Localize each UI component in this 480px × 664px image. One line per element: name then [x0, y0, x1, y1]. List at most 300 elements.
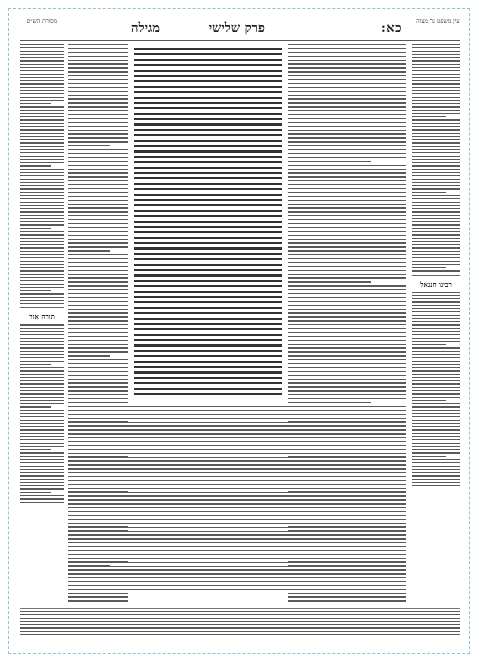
text-line: [68, 235, 128, 236]
text-line: [68, 460, 406, 461]
text-line: [20, 215, 64, 216]
rabbeinu-chananel-label: רבינו חננאל: [420, 279, 452, 289]
text-line: [68, 312, 128, 313]
text-line: [20, 100, 64, 101]
text-line: [412, 387, 460, 388]
text-line: [68, 102, 128, 103]
text-line: [20, 420, 64, 421]
text-line: [68, 492, 406, 493]
text-line: [20, 231, 64, 232]
text-line: [288, 110, 406, 111]
text-line: [288, 207, 406, 208]
text-line: [134, 318, 282, 320]
text-line: [68, 433, 406, 434]
text-line: [68, 63, 128, 64]
text-line: [134, 334, 282, 336]
text-line: [412, 106, 460, 107]
text-line: [68, 211, 128, 212]
text-line: [412, 308, 460, 309]
text-line: [134, 177, 282, 179]
text-line: [68, 542, 406, 543]
text-line: [20, 297, 64, 298]
text-line: [134, 237, 282, 239]
text-line: [20, 621, 460, 622]
text-line: [134, 102, 282, 104]
text-line: [20, 80, 64, 81]
text-line: [134, 145, 282, 147]
text-line: [412, 47, 460, 48]
text-line: [68, 382, 128, 383]
text-line: [412, 456, 446, 457]
text-line: [288, 312, 406, 313]
text-line: [68, 546, 406, 547]
text-line: [288, 114, 406, 115]
text-line: [20, 502, 64, 503]
text-line: [412, 433, 460, 434]
text-line: [412, 185, 460, 186]
text-line: [68, 375, 128, 376]
text-line: [412, 87, 460, 88]
text-line: [68, 398, 128, 399]
text-line: [288, 235, 406, 236]
torah-or-box: [20, 307, 64, 502]
text-line: [68, 44, 128, 45]
text-line: [412, 74, 460, 75]
text-line: [68, 425, 406, 426]
text-line: [20, 344, 64, 345]
text-line: [288, 398, 406, 399]
lower-commentary-block: [68, 406, 406, 602]
text-line: [68, 480, 406, 481]
text-line: [20, 97, 64, 98]
text-line: [288, 309, 406, 310]
rabbeinu-chananel-box: [412, 275, 460, 487]
text-line: [68, 569, 406, 570]
text-line: [20, 423, 64, 424]
text-line: [20, 374, 64, 375]
text-line: [20, 251, 64, 252]
text-line: [412, 410, 460, 411]
text-line: [412, 251, 460, 252]
text-line: [68, 79, 128, 80]
text-line: [68, 266, 128, 267]
text-line: [134, 80, 282, 82]
text-line: [68, 464, 406, 465]
text-line: [20, 383, 64, 384]
text-line: [68, 320, 128, 321]
text-line: [134, 107, 282, 109]
text-line: [412, 261, 460, 262]
text-line: [412, 215, 460, 216]
text-line: [412, 83, 460, 84]
text-line: [288, 297, 406, 298]
text-line: [20, 254, 64, 255]
text-line: [134, 86, 282, 88]
text-line: [412, 377, 460, 378]
text-line: [20, 627, 460, 628]
text-line: [20, 156, 64, 157]
text-line: [20, 116, 64, 117]
text-line: [288, 347, 406, 348]
text-line: [288, 153, 406, 154]
text-line: [20, 202, 64, 203]
text-line: [20, 351, 64, 352]
text-line: [68, 558, 406, 559]
text-line: [412, 439, 460, 440]
text-line: [20, 634, 460, 635]
text-line: [134, 258, 282, 260]
text-line: [20, 106, 64, 107]
text-line: [134, 371, 282, 373]
page-header: [20, 18, 460, 40]
text-line: [412, 443, 460, 444]
text-line: [68, 503, 406, 504]
text-line: [68, 153, 128, 154]
text-line: [20, 47, 64, 48]
text-line: [412, 374, 460, 375]
text-line: [68, 363, 128, 364]
text-line: [412, 67, 460, 68]
text-line: [68, 309, 128, 310]
text-line: [288, 379, 406, 380]
text-line: [134, 129, 282, 131]
text-line: [412, 211, 460, 212]
text-line: [412, 383, 460, 384]
text-line: [134, 118, 282, 120]
text-line: [68, 328, 128, 329]
text-line: [412, 393, 460, 394]
text-line: [20, 270, 64, 271]
text-line: [20, 185, 64, 186]
text-line: [20, 142, 64, 143]
text-line: [20, 277, 64, 278]
text-line: [134, 210, 282, 212]
text-line: [412, 446, 460, 447]
text-line: [412, 182, 460, 183]
text-line: [20, 280, 64, 281]
text-line: [288, 157, 406, 158]
text-line: [68, 126, 128, 127]
text-line: [20, 139, 64, 140]
text-line: [20, 367, 64, 368]
text-line: [412, 188, 460, 189]
text-line: [68, 56, 128, 57]
text-line: [20, 146, 64, 147]
footnotes-text: [20, 611, 460, 635]
text-line: [68, 184, 128, 185]
text-line: [68, 554, 406, 555]
text-line: [20, 611, 460, 612]
text-line: [20, 449, 51, 450]
text-line: [68, 566, 406, 567]
text-line: [134, 53, 282, 55]
text-line: [288, 67, 406, 68]
text-line: [288, 145, 406, 146]
text-line: [20, 119, 64, 120]
text-line: [134, 97, 282, 99]
text-line: [134, 264, 282, 266]
text-line: [134, 312, 282, 314]
text-line: [412, 60, 460, 61]
text-line: [68, 141, 128, 142]
text-line: [134, 123, 282, 125]
text-line: [20, 267, 64, 268]
text-line: [134, 291, 282, 293]
text-line: [68, 550, 406, 551]
text-line: [134, 350, 282, 352]
text-line: [68, 188, 128, 189]
text-line: [288, 95, 406, 96]
text-line: [68, 394, 128, 395]
text-line: [288, 200, 406, 201]
text-line: [412, 449, 460, 450]
text-line: [20, 284, 64, 285]
torah-or-text: [20, 324, 64, 502]
gemara-text: [134, 48, 282, 395]
text-line: [134, 361, 282, 363]
text-line: [20, 208, 64, 209]
text-line: [68, 169, 128, 170]
text-line: [68, 75, 128, 76]
text-line: [134, 70, 282, 72]
text-line: [68, 114, 128, 115]
text-line: [134, 221, 282, 223]
text-line: [412, 347, 460, 348]
text-line: [412, 420, 460, 421]
text-line: [134, 269, 282, 271]
text-line: [412, 241, 460, 242]
text-line: [412, 119, 460, 120]
text-line: [134, 355, 282, 357]
text-line: [412, 149, 460, 150]
text-line: [68, 449, 406, 450]
text-line: [68, 207, 128, 208]
text-line: [412, 116, 446, 117]
text-line: [68, 472, 406, 473]
text-line: [20, 614, 460, 615]
text-line: [412, 126, 460, 127]
text-line: [412, 351, 460, 352]
header-rule: [20, 40, 460, 41]
text-line: [68, 324, 128, 325]
text-line: [68, 192, 128, 193]
text-line: [134, 48, 282, 50]
text-line: [288, 192, 406, 193]
text-line: [412, 426, 460, 427]
ein-mishpat-heading: עין משפט נר מצוה: [416, 18, 460, 25]
text-line: [68, 176, 128, 177]
text-line: [412, 152, 460, 153]
text-line: [68, 254, 128, 255]
text-line: [20, 413, 64, 414]
text-line: [412, 218, 460, 219]
text-line: [20, 83, 64, 84]
text-line: [412, 162, 460, 163]
text-line: [412, 139, 460, 140]
text-line: [20, 498, 64, 499]
tractate-title: מגילה: [131, 21, 160, 36]
text-line: [412, 270, 460, 271]
text-line: [134, 172, 282, 174]
text-line: [68, 250, 110, 251]
text-line: [412, 403, 460, 404]
text-line: [412, 305, 460, 306]
text-line: [20, 211, 64, 212]
text-line: [134, 204, 282, 206]
text-line: [412, 228, 460, 229]
text-line: [288, 161, 371, 162]
text-line: [288, 169, 406, 170]
text-line: [68, 453, 406, 454]
text-line: [412, 462, 460, 463]
text-line: [20, 67, 64, 68]
text-line: [288, 305, 406, 306]
text-line: [412, 416, 460, 417]
text-line: [412, 311, 460, 312]
text-line: [68, 585, 406, 586]
text-line: [68, 437, 406, 438]
text-line: [68, 523, 406, 524]
text-line: [68, 60, 128, 61]
text-line: [288, 223, 406, 224]
text-line: [412, 70, 460, 71]
text-line: [68, 457, 406, 458]
text-line: [68, 149, 128, 150]
text-line: [412, 234, 460, 235]
text-line: [20, 324, 64, 325]
text-line: [20, 195, 64, 196]
text-line: [288, 316, 406, 317]
text-line: [68, 507, 406, 508]
text-line: [68, 270, 128, 271]
text-line: [288, 246, 406, 247]
text-line: [20, 433, 64, 434]
text-line: [288, 122, 406, 123]
left-margin-column: [20, 44, 64, 604]
text-line: [288, 242, 406, 243]
text-line: [288, 239, 406, 240]
text-line: [20, 136, 64, 137]
text-line: [68, 87, 128, 88]
text-line: [412, 172, 460, 173]
text-line: [412, 429, 460, 430]
text-line: [412, 267, 446, 268]
text-line: [288, 394, 406, 395]
text-line: [20, 410, 64, 411]
text-line: [68, 196, 128, 197]
text-line: [20, 347, 64, 348]
text-line: [20, 466, 64, 467]
text-line: [68, 347, 128, 348]
text-line: [20, 60, 64, 61]
text-line: [134, 323, 282, 325]
text-line: [288, 211, 406, 212]
text-line: [412, 357, 460, 358]
text-line: [412, 90, 460, 91]
text-line: [68, 289, 128, 290]
text-line: [68, 499, 406, 500]
text-line: [288, 367, 406, 368]
text-line: [134, 393, 282, 395]
text-line: [288, 402, 371, 403]
text-line: [68, 538, 406, 539]
text-line: [20, 169, 64, 170]
text-line: [134, 215, 282, 217]
text-line: [20, 439, 64, 440]
text-line: [20, 264, 64, 265]
text-line: [134, 307, 282, 309]
text-line: [412, 367, 460, 368]
text-line: [288, 340, 406, 341]
text-line: [288, 386, 406, 387]
text-line: [412, 142, 460, 143]
text-line: [20, 328, 64, 329]
text-line: [20, 469, 64, 470]
text-line: [20, 462, 64, 463]
torah-or-label: תורה אור: [29, 312, 55, 322]
text-line: [20, 77, 64, 78]
text-line: [412, 54, 460, 55]
text-line: [134, 161, 282, 163]
text-line: [20, 44, 64, 45]
text-line: [68, 274, 128, 275]
text-line: [68, 406, 406, 407]
text-line: [68, 262, 128, 263]
text-line: [20, 303, 64, 304]
text-line: [68, 227, 128, 228]
text-line: [412, 301, 460, 302]
text-line: [412, 390, 460, 391]
text-line: [20, 436, 64, 437]
text-line: [68, 414, 406, 415]
text-line: [20, 188, 64, 189]
text-line: [288, 133, 406, 134]
text-line: [412, 318, 460, 319]
text-line: [134, 242, 282, 244]
text-line: [20, 495, 64, 496]
text-line: [412, 361, 460, 362]
text-line: [412, 44, 460, 45]
text-line: [412, 459, 460, 460]
text-line: [20, 228, 51, 229]
text-line: [412, 136, 460, 137]
text-line: [412, 397, 460, 398]
text-line: [68, 219, 128, 220]
text-line: [412, 244, 460, 245]
masoret-text: [20, 44, 64, 304]
text-line: [288, 91, 406, 92]
text-line: [68, 573, 406, 574]
text-line: [412, 254, 460, 255]
text-line: [68, 488, 406, 489]
text-line: [68, 231, 128, 232]
text-line: [68, 157, 128, 158]
text-line: [20, 377, 64, 378]
text-line: [20, 334, 64, 335]
text-line: [134, 140, 282, 142]
text-line: [412, 195, 460, 196]
text-line: [412, 146, 460, 147]
text-line: [68, 106, 128, 107]
text-line: [20, 354, 64, 355]
text-line: [288, 48, 406, 49]
text-line: [412, 208, 460, 209]
right-margin-column: [412, 44, 460, 524]
text-line: [68, 519, 406, 520]
text-line: [288, 184, 406, 185]
text-line: [68, 422, 406, 423]
text-line: [68, 367, 128, 368]
